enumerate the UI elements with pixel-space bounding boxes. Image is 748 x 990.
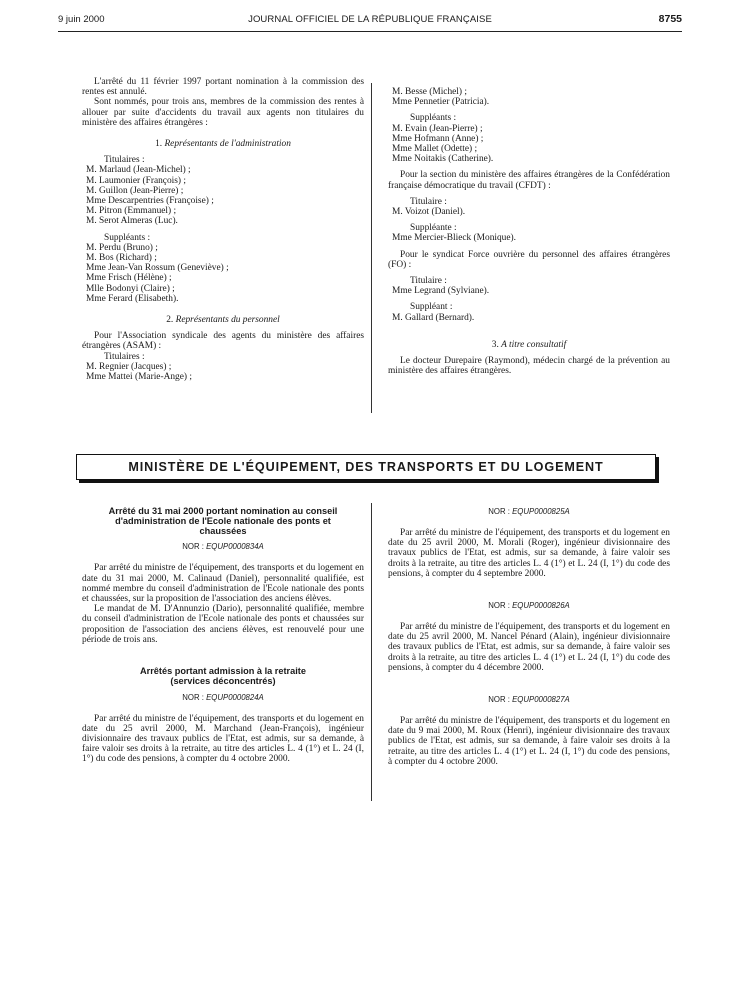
nor-reference <box>388 695 670 705</box>
member-name: Mme Frisch (Hélène) ; <box>86 273 172 284</box>
paragraph: Par arrêté du ministre de l'équipement, des transports et du logement en date du 25 avril 2000, M. Marchand (Jean-François), ingénieur divisionnaire des travaux publics de l'Etat, est admis, sur sa demande, à faire valoir ses droits à la retraite, au titre des articles L. 4 (1°) et L. 24 (I, 1°) du code des pensions, à compter du 4 octobre 2000. <box>82 713 364 765</box>
nor-code: EQUP0000827A <box>512 695 570 705</box>
section-number: 2. <box>166 315 174 326</box>
member-name: M. Serot Almeras (Luc). <box>86 216 178 227</box>
paragraph: Pour la section du ministère des affaires étrangères de la Confédération française démocratique du travail (CFDT) : <box>388 170 670 191</box>
bottom-right-column <box>388 507 670 767</box>
nor-reference <box>82 542 364 552</box>
suppleants-list <box>82 243 364 304</box>
section-number: 1. <box>155 139 163 150</box>
member-name: M. Perdu (Bruno) ; <box>86 242 158 253</box>
nor-code: EQUP0000825A <box>512 507 570 516</box>
paragraph: Le mandat de M. D'Annunzio (Dario), personnalité qualifiée, membre du conseil d'administration de l'Ecole nationale des ponts et chaussées sur proposition de l'association des anciens élèves, est renouvelé pour une période de trois ans. <box>82 604 364 645</box>
section-title: Représentants du personnel <box>175 315 280 326</box>
paragraph: L'arrêté du 11 février 1997 portant nomination à la commission des rentes est annulé. <box>82 77 364 98</box>
member-name: Mme Jean-Van Rossum (Geneviève) ; <box>86 263 229 274</box>
paragraph: Pour le syndicat Force ouvrière du personnel des affaires étrangères (FO) : <box>388 249 670 270</box>
top-left-column <box>82 77 364 382</box>
label: Suppléant : <box>410 302 453 313</box>
paragraph: Par arrêté du ministre de l'équipement, des transports et du logement en date du 25 avril 2000, M. Morali (Roger), ingénieur divisionnaire des travaux publics de l'Etat, est admis, sur sa demande, à faire valoir ses droits à la retraite, au titre des articles L. 4 (1°) et L. 24 (I, 1°) du code des pensions, à compter du 4 septembre 2000. <box>388 528 670 579</box>
section-title: A titre consultatif <box>501 339 567 350</box>
nor-code: EQUP0000824A <box>206 692 264 702</box>
member-name: M. Regnier (Jacques) ; <box>86 361 172 372</box>
header-rule <box>58 31 682 32</box>
nor-prefix: NOR : <box>182 542 204 552</box>
member-name: M. Evain (Jean-Pierre) ; <box>392 123 483 134</box>
journal-title: JOURNAL OFFICIEL DE LA RÉPUBLIQUE FRANÇAISE <box>248 14 492 25</box>
nor-reference <box>388 507 670 517</box>
member-name: Mme Noitakis (Catherine). <box>392 154 494 165</box>
member-name: Mme Descarpentries (Françoise) ; <box>86 196 214 207</box>
suppleants-list <box>388 124 670 165</box>
titulaires-list <box>82 165 364 226</box>
section-number: 3. <box>491 339 499 350</box>
paragraph: Par arrêté du ministre de l'équipement, des transports et du logement en date du 25 avril 2000, M. Nancel Pénard (Alain), ingénieur divisionnaire des travaux publics de l'Etat, est admis, sur sa demande, à faire valoir ses droits à la retraite, au titre des articles L. 4 (1°) et L. 24 (I, 1°) du code des pensions, à compter du 4 décembre 2000. <box>388 622 670 673</box>
label: Titulaire : <box>410 196 447 207</box>
member-name: Mme Mallet (Odette) ; <box>392 144 478 155</box>
ministry-title: MINISTÈRE DE L'ÉQUIPEMENT, DES TRANSPORTS ET DU LOGEMENT <box>128 460 604 474</box>
member-name: M. Besse (Michel) ; <box>392 87 467 97</box>
nor-prefix: NOR : <box>182 692 204 702</box>
member-name: M. Laumonier (François) ; <box>86 175 186 186</box>
member-name: Mme Legrand (Sylviane). <box>392 286 490 297</box>
nor-prefix: NOR : <box>488 601 510 611</box>
label: Suppléants : <box>104 232 151 243</box>
section-heading <box>82 139 364 149</box>
decree-title: Arrêté du 31 mai 2000 portant nomination au conseil d'administration de l'Ecole nationale des ponts et chaussées <box>108 506 338 536</box>
member-name: Mme Mattei (Marie-Ange) ; <box>86 372 192 383</box>
nor-prefix: NOR : <box>488 695 510 705</box>
member-name: M. Guillon (Jean-Pierre) ; <box>86 185 184 196</box>
paragraph: Le docteur Durepaire (Raymond), médecin chargé de la prévention au ministère des affaires étrangères. <box>388 356 670 377</box>
member-name: Mme Pennetier (Patricia). <box>392 97 490 108</box>
member-name: M. Marlaud (Jean-Michel) ; <box>86 165 191 176</box>
section-heading <box>82 315 364 325</box>
label: Titulaires : <box>104 351 145 362</box>
member-name: Mlle Bodonyi (Claire) ; <box>86 283 175 294</box>
column-rule <box>371 83 372 413</box>
label: Suppléants : <box>410 113 457 124</box>
page-header <box>58 12 682 28</box>
bottom-left-column <box>82 507 364 765</box>
nor-code: EQUP0000834A <box>206 542 264 552</box>
member-name: M. Pitron (Emmanuel) ; <box>86 206 177 217</box>
member-name: M. Bos (Richard) ; <box>86 253 157 264</box>
label: Titulaires : <box>104 155 145 166</box>
paragraph: Par arrêté du ministre de l'équipement, des transports et du logement en date du 31 mai 2000, M. Calinaud (Daniel), personnalité qualifiée, est nommé membre du conseil d'administration de l'Ecole nationale des ponts et chaussées, sur la proposition de l'association des anciens élèves. <box>82 563 364 604</box>
section-title: Représentants de l'administration <box>164 139 291 150</box>
nor-reference <box>82 693 364 703</box>
member-name: M. Voizot (Daniel). <box>392 207 466 218</box>
member-name: M. Gallard (Bernard). <box>392 312 475 323</box>
paragraph: Par arrêté du ministre de l'équipement, des transports et du logement en date du 9 mai 2000, M. Roux (Henri), ingénieur divisionnaire des travaux publics de l'Etat, est admis, sur sa demande, à faire valoir ses droits à la retraite, au titre des articles L. 4 (1°) et L. 24 (I, 1°) du code des pensions, à compter du 4 octobre 2000. <box>388 716 670 767</box>
section-heading <box>388 340 670 350</box>
titulaires-list <box>82 362 364 382</box>
paragraph: Sont nommés, pour trois ans, membres de la commission des rentes à allouer par suite d'accidents du travail aux agents non titulaires du ministère des affaires étrangères : <box>82 97 364 128</box>
ministry-banner <box>76 454 656 480</box>
member-name: Mme Mercier-Blieck (Monique). <box>392 233 516 244</box>
nor-reference <box>388 601 670 611</box>
top-right-column <box>388 87 670 376</box>
decree-title: Arrêtés portant admission à la retraite (services déconcentrés) <box>140 666 306 686</box>
column-rule <box>371 503 372 801</box>
member-name: Mme Ferard (Elisabeth). <box>86 293 179 304</box>
paragraph: Pour l'Association syndicale des agents du ministère des affaires étrangères (ASAM) : <box>82 331 364 352</box>
nor-code: EQUP0000826A <box>512 601 570 611</box>
label: Suppléante : <box>410 223 457 234</box>
member-name: Mme Hofmann (Anne) ; <box>392 133 484 144</box>
page-number: 8755 <box>658 13 682 25</box>
label: Titulaire : <box>410 276 447 287</box>
names-list <box>388 87 670 107</box>
nor-prefix: NOR : <box>488 507 510 516</box>
issue-date: 9 juin 2000 <box>58 14 105 25</box>
